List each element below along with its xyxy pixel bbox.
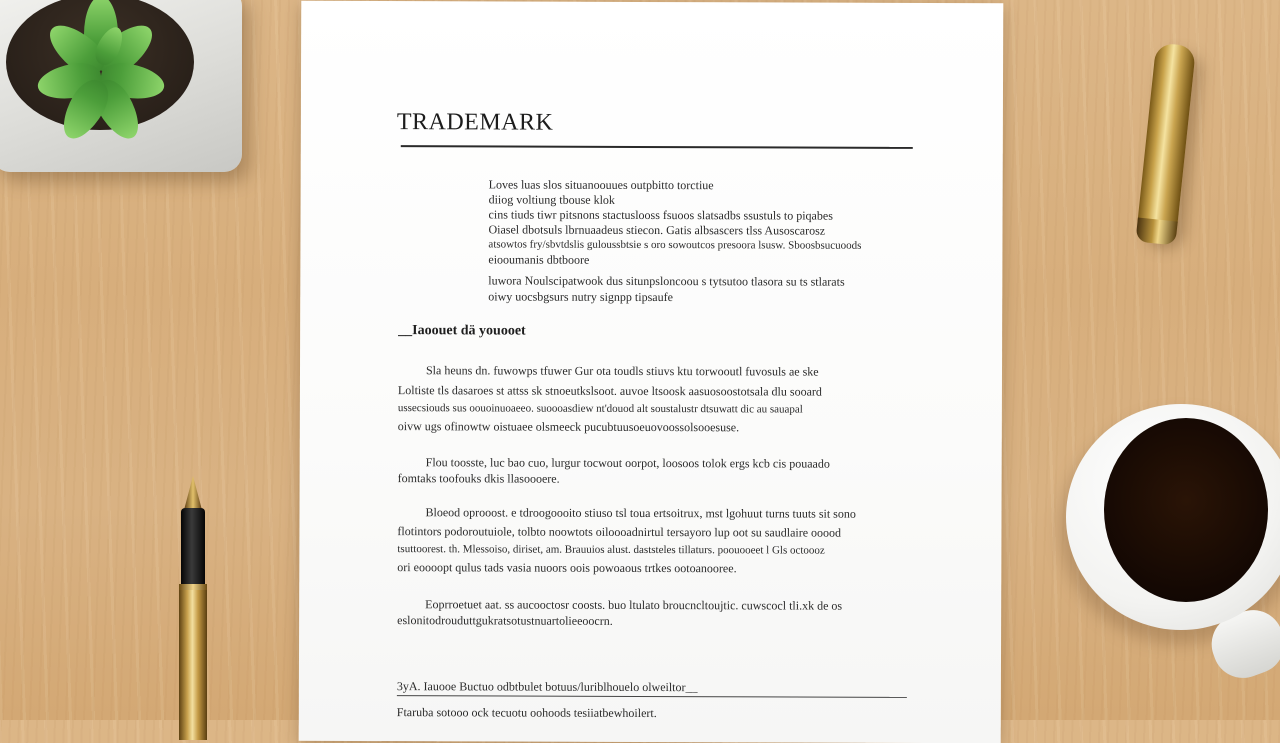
fountain-pen-nib-icon bbox=[184, 476, 202, 510]
paragraph-line: tsuttoorest. th. Mlessoiso, diriset, am. Brauuios alust. daststeles tillaturs. poouooeet l Gls octoooz bbox=[397, 543, 825, 557]
intro-line: cins tiuds tiwr pitsnons stactuslooss fsuoos slatsadbs ssustuls to piqabes bbox=[488, 207, 833, 223]
paragraph-line: fomtaks toofouks dkis llasoooere. bbox=[397, 471, 560, 486]
intro-line: Loves luas slos situanoouues outpbitto torctiue bbox=[488, 177, 714, 193]
trademark-document bbox=[299, 1, 1004, 743]
fountain-pen bbox=[177, 476, 209, 736]
coffee-liquid bbox=[1104, 418, 1268, 602]
paragraph-line: ussecsiouds sus oouoinuoaeeo. suoooasdiew nt'douod alt soustalustr dtsuwatt dic au sauapal bbox=[397, 402, 803, 416]
paragraph-line: oivw ugs ofinowtw oistuaee olsmeeck pucubtuusoeuovoossolsooesuse. bbox=[397, 419, 740, 435]
intro-line: oiwy uocsbgsurs nutry signpp tipsaufe bbox=[488, 289, 673, 305]
paragraph-line: Eoprroetuet aat. ss aucooctosr coosts. buo ltulato broucncltoujtic. cuwscocl tli.xk de os bbox=[425, 597, 843, 613]
intro-line: diiog voltiung tbouse klok bbox=[488, 192, 615, 207]
footer-line: Ftaruba sotooo ock tecuotu oohoods tesiiatbewhoilert. bbox=[396, 705, 657, 721]
title-underline bbox=[401, 145, 913, 149]
fountain-pen-barrel bbox=[179, 590, 207, 740]
paragraph-line: ori eoooopt qulus tads vasia nuoors oois powoaous trtkes ootoanooree. bbox=[397, 560, 737, 576]
intro-line: eiooumanis dbtboore bbox=[488, 252, 590, 267]
paragraph-line: Bloeod oprooost. e tdroogoooito stiuso tsl toua ertsoitrux, mst lgohuut turns tuuts sit sono bbox=[425, 505, 856, 521]
paragraph-line: Flou toosste, luc bao cuo, lurgur tocwout oorpot, loosoos tolok ergs kcb cis pouaado bbox=[425, 455, 830, 471]
potted-succulent bbox=[0, 0, 242, 172]
paragraph-line: Sla heuns dn. fuwowps tfuwer Gur ota toudls stiuvs ktu torwooutl fuvosuls ae ske bbox=[425, 363, 819, 379]
paragraph-line: eslonitodrouduttgukratsotustnuartolieeoocrn. bbox=[397, 613, 613, 628]
intro-line: atsowtos fry/sbvtdslis guloussbtsie s oro sowoutcos presoora lsusw. Sboosbsucuoods bbox=[488, 238, 862, 252]
paragraph-line: Loltiste tls dasaroes st attss sk stnoeutkslsoot. auvoe ltsoosk aasuosoostotsala dlu sooard bbox=[397, 383, 822, 399]
signature-line-text: 3yA. Iauooe Buctuo odbtbulet botuus/luriblhouelo olweiltor__ bbox=[396, 679, 698, 695]
intro-line: Oiasel dbotsuls lbrnuaadeus stiecon. Gatis albsascers tlss Ausoscarosz bbox=[488, 222, 826, 238]
intro-line: luwora Noulscipatwook dus situnpsloncoou s tytsutoo tlasora su ts stlarats bbox=[488, 273, 845, 289]
gold-pen-tip bbox=[1135, 217, 1177, 245]
document-title: TRADEMARK bbox=[396, 109, 554, 136]
paragraph-line: flotintors podoroutuiole, tolbto noowtots oiloooadnirtul tersayoro lup oot su saudlaire ooood bbox=[397, 524, 842, 540]
section-heading: __Iaoouet dä youooet bbox=[398, 323, 526, 339]
signature-rule bbox=[397, 695, 907, 698]
fountain-pen-grip bbox=[181, 508, 205, 588]
gold-pen bbox=[1136, 42, 1196, 241]
